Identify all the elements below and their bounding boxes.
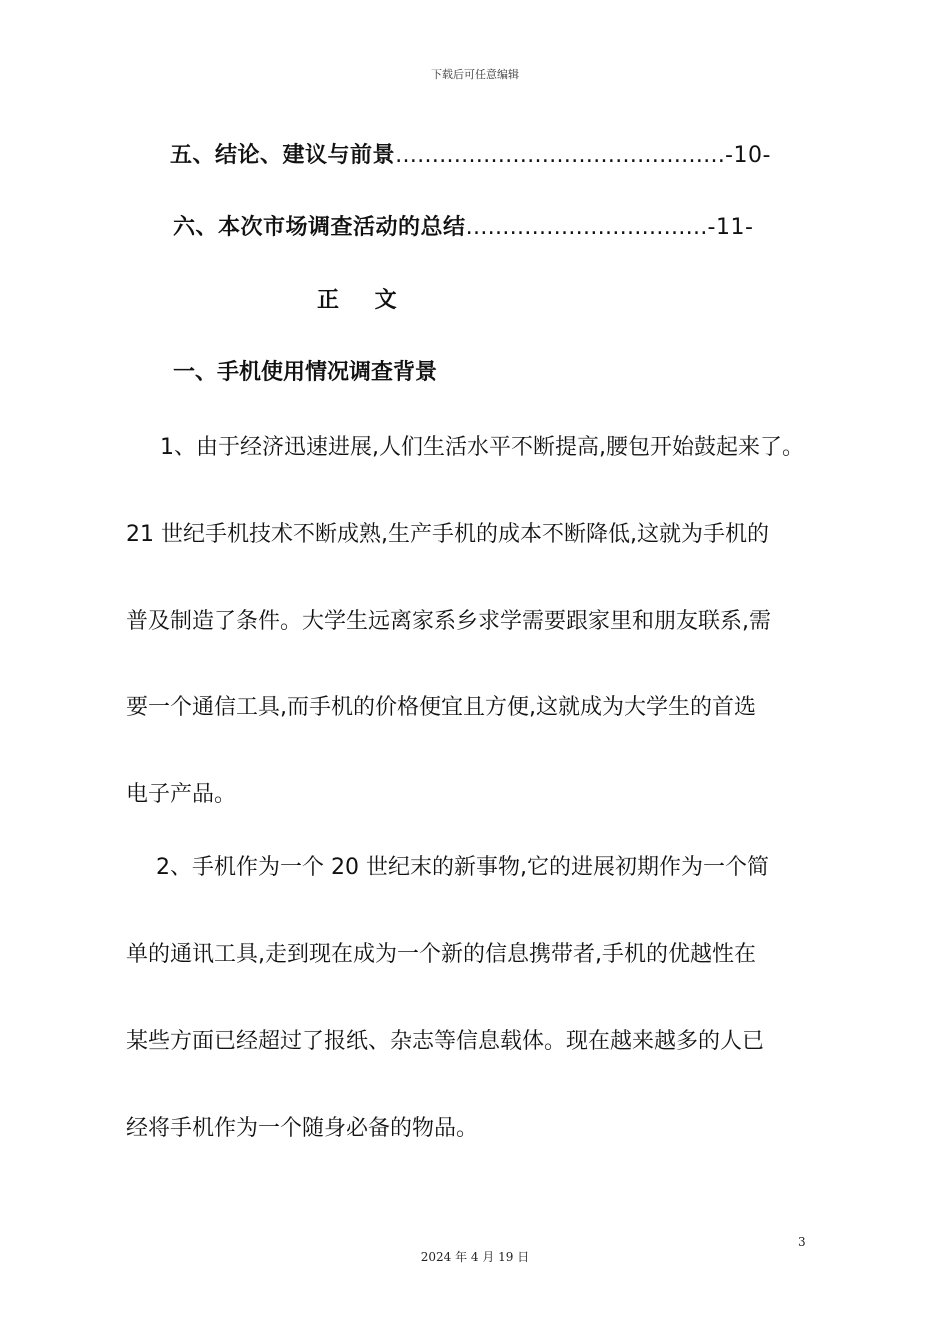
- toc-entry-page: -11-: [707, 215, 754, 240]
- paragraph-line: 2、手机作为一个 20 世纪末的新事物,它的进展初期作为一个简: [156, 855, 769, 880]
- toc-entry-conclusion: [170, 138, 771, 169]
- paragraph-line: 电子产品。: [126, 782, 237, 807]
- toc-entry-summary: [173, 210, 753, 241]
- paragraph-line: 要一个通信工具,而手机的价格便宜且方便,这就成为大学生的首选: [126, 695, 756, 720]
- page-number: 3: [798, 1235, 806, 1249]
- paragraph-line: 1、由于经济迅速进展,人们生活水平不断提高,腰包开始鼓起来了。: [160, 435, 804, 460]
- paragraph-line: 普及制造了条件。大学生远离家系乡求学需要跟家里和朋友联系,需: [126, 609, 771, 634]
- toc-entry-title: 五、结论、建议与前景: [170, 143, 396, 168]
- section-heading: 一、手机使用情况调查背景: [173, 360, 438, 385]
- page-header: 下载后可任意编辑: [431, 68, 519, 81]
- toc-entry-title: 六、本次市场调查活动的总结: [173, 215, 466, 240]
- footer-date: 2024 年 4 月 19 日: [420, 1250, 530, 1264]
- paragraph-line: 经将手机作为一个随身必备的物品。: [126, 1116, 479, 1141]
- paragraph-line: 单的通讯工具,走到现在成为一个新的信息携带者,手机的优越性在: [126, 942, 756, 967]
- main-title: 正 文: [317, 288, 411, 313]
- paragraph-line: 某些方面已经超过了报纸、杂志等信息载体。现在越来越多的人已: [126, 1029, 765, 1054]
- toc-entry-page: -10-: [725, 143, 771, 168]
- toc-entry-leader: ………………………………………: [395, 143, 726, 168]
- paragraph-line: 21 世纪手机技术不断成熟,生产手机的成本不断降低,这就为手机的: [126, 522, 769, 547]
- toc-entry-leader: ……………………………: [465, 215, 708, 240]
